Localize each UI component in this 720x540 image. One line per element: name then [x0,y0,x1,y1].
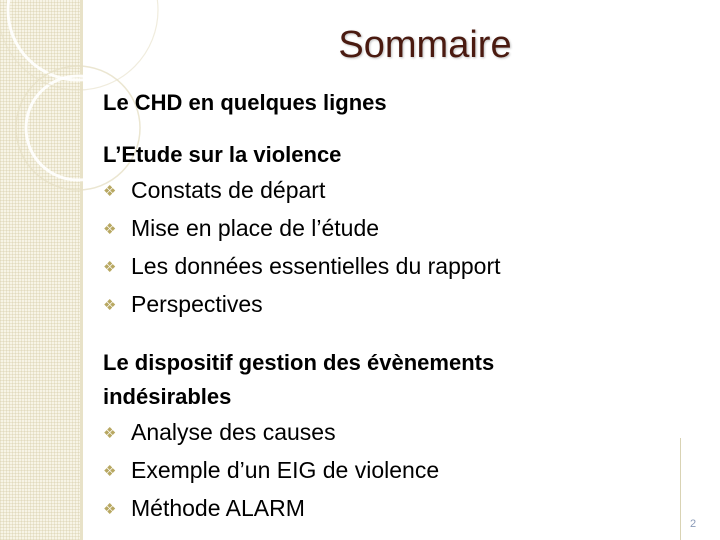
list-item-label: Méthode ALARM [131,495,305,521]
list-item [103,414,663,452]
heading-line-2: indésirables [103,384,232,409]
list-item-label: Exemple d’un EIG de violence [131,457,440,483]
slide-content [103,86,663,528]
list-item-label: Mise en place de l’étude [131,215,380,241]
section-heading-dispositif [103,346,663,414]
list-item-label: Constats de départ [131,177,326,203]
list-item-label: Perspectives [131,291,263,317]
slide-title: Sommaire [338,24,512,66]
list-item [103,172,663,210]
list-item-label: Les données essentielles du rapport [131,253,501,279]
bullet-icon: ❖ [103,425,117,442]
section-heading-etude: L’Etude sur la violence [103,142,342,167]
list-item [103,210,663,248]
list-item [103,248,663,286]
section-heading-chd: Le CHD en quelques lignes [103,90,387,115]
bullet-icon: ❖ [103,297,117,314]
list-item [103,286,663,324]
bullet-icon: ❖ [103,221,117,238]
bullet-icon: ❖ [103,463,117,480]
page-number: 2 [690,518,697,530]
list-item-label: Analyse des causes [131,419,336,445]
heading-line-1: Le dispositif gestion des évènements [103,350,495,375]
bullet-icon: ❖ [103,183,117,200]
list-item [103,452,663,490]
bullet-icon: ❖ [103,501,117,518]
bullet-icon: ❖ [103,259,117,276]
list-item [103,490,663,528]
